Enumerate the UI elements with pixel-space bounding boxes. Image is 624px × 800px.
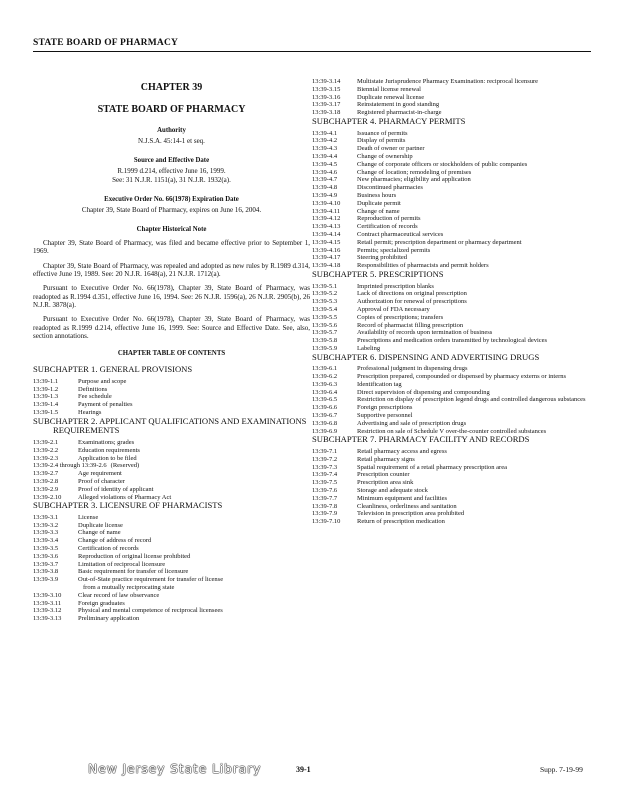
- subchapter-block: [312, 270, 592, 353]
- section-number: 13:39-3.12: [33, 607, 62, 615]
- toc-entry[interactable]: [312, 464, 592, 472]
- section-number: 13:39-6.6: [312, 404, 338, 412]
- section-number: 13:39-3.13: [33, 615, 62, 623]
- section-number: 13:39-3.8: [33, 568, 59, 576]
- section-number: 13:39-1.3: [33, 393, 59, 401]
- right-subchapters: [312, 78, 592, 526]
- section-number: 13:39-4.18: [312, 262, 341, 270]
- history-paragraph: Pursuant to Executive Order No. 66(1978), Chapter 39, State Board of Pharmacy, was readopted as R.1994 d.351, effective June 16, 1994. See: 26 N.J.R. 1596(a), 26 N.J.R. 2905(b), 26 N.J.R. 3878(a).: [33, 284, 310, 309]
- toc-entry[interactable]: [33, 545, 310, 553]
- section-number: 13:39-6.3: [312, 380, 338, 388]
- section-title: Education requirements: [78, 446, 140, 454]
- section-title: Certification of records: [78, 545, 139, 553]
- section-title: Payment of penalties: [78, 401, 133, 409]
- section-title: Retail pharmacy signs: [357, 455, 415, 463]
- section-number: 13:39-2.3: [33, 454, 59, 462]
- section-number: 13:39-3.9: [33, 576, 59, 584]
- chapter-title: STATE BOARD OF PHARMACY: [97, 104, 246, 115]
- section-number: 13:39-4.5: [312, 160, 338, 168]
- toc-entry[interactable]: [312, 208, 592, 216]
- section-title: Contract pharmaceutical services: [357, 230, 444, 238]
- source-line-2: See: 31 N.J.R. 1151(a), 31 N.J.R. 1932(a).: [112, 175, 231, 184]
- section-title: Proof of character: [78, 477, 125, 485]
- left-column: [33, 78, 310, 623]
- toc-entry[interactable]: [312, 223, 592, 231]
- toc-entry[interactable]: [33, 592, 310, 600]
- subchapter-heading: SUBCHAPTER 1. GENERAL PROVISIONS: [33, 364, 193, 375]
- section-number: 13:39-7.8: [312, 502, 338, 510]
- section-number: 13:39-6.5: [312, 396, 338, 404]
- section-number: 13:39-3.11: [33, 599, 62, 607]
- toc-entry[interactable]: [312, 94, 592, 102]
- toc-entry[interactable]: [312, 487, 592, 495]
- toc-entry[interactable]: [312, 290, 592, 298]
- supplement-date: Supp. 7-19-99: [540, 765, 583, 774]
- section-title: Prescription area sink: [357, 479, 414, 487]
- toc-entry[interactable]: [312, 86, 592, 94]
- toc-entry[interactable]: [312, 215, 592, 223]
- section-number: 13:39-3.7: [33, 560, 59, 568]
- toc-entry[interactable]: [33, 393, 310, 401]
- subchapter-block: [312, 353, 592, 436]
- toc-entry[interactable]: [312, 283, 592, 291]
- source-line-1: R.1999 d.214, effective June 16, 1999.: [117, 167, 226, 176]
- subchapter-block: [312, 78, 592, 117]
- executive-order-heading: Executive Order No. 66(1978) Expiration Date: [104, 195, 239, 203]
- toc-entry[interactable]: [312, 510, 592, 518]
- section-title: Storage and adequate stock: [357, 487, 428, 495]
- section-title: Clear record of law observance: [78, 591, 160, 599]
- toc-entry[interactable]: [312, 373, 592, 381]
- section-number: 13:39-3.15: [312, 85, 341, 93]
- toc-entry[interactable]: [33, 447, 310, 455]
- toc-entry[interactable]: [312, 503, 592, 511]
- authority-heading: Authority: [157, 127, 186, 134]
- toc-entry[interactable]: [33, 522, 310, 530]
- section-number: 13:39-4.12: [312, 215, 341, 223]
- library-watermark: New Jersey State Library: [88, 761, 262, 776]
- section-title: Application to be filed: [78, 454, 137, 462]
- toc-entry[interactable]: [33, 553, 310, 561]
- toc-entry[interactable]: [312, 456, 592, 464]
- toc-entry[interactable]: [312, 389, 592, 397]
- section-number: 13:39-1.5: [33, 408, 59, 416]
- toc-entry[interactable]: [33, 462, 310, 470]
- section-title: Fee schedule: [78, 393, 112, 401]
- section-title: Proof of identity of applicant: [78, 485, 154, 493]
- history-paragraph: Chapter 39, State Board of Pharmacy, was repealed and adopted as new rules by R.1989 d.314, effective June 19, 1989. See: 20 N.J.R. 1648(a), 21 N.J.R. 1712(a).: [33, 261, 310, 279]
- toc-entry[interactable]: [312, 254, 592, 262]
- history-paragraph: Chapter 39, State Board of Pharmacy, was filed and became effective prior to September 1, 1969.: [33, 239, 310, 256]
- section-number: 13:39-3.17: [312, 101, 341, 109]
- section-number: 13:39-5.4: [312, 305, 338, 313]
- left-subchapters: [33, 365, 310, 623]
- toc-entry[interactable]: [312, 176, 592, 184]
- toc-entry[interactable]: [33, 607, 310, 615]
- toc-entry[interactable]: [33, 537, 310, 545]
- section-number: 13:39-2.7: [33, 470, 59, 478]
- section-title: License: [78, 513, 99, 521]
- section-title: Availability of records upon termination of business: [357, 329, 493, 337]
- section-number: 13:39-5.9: [312, 344, 338, 352]
- section-title: New pharmacies; eligibility and application: [357, 176, 471, 184]
- section-number: 13:39-3.6: [33, 552, 59, 560]
- toc-entry[interactable]: [312, 314, 592, 322]
- section-title: Imprinted prescription blanks: [357, 282, 434, 290]
- section-title: Prescriptions and medication orders transmitted by technological devices: [357, 337, 548, 345]
- toc-entry[interactable]: [33, 455, 310, 463]
- section-title: Minimum equipment and facilities: [357, 494, 448, 502]
- section-title: Change of corporate officers or stockholders of public companies: [357, 160, 528, 168]
- section-title: Biennial license renewal: [357, 85, 421, 93]
- toc-entry[interactable]: [312, 337, 592, 345]
- section-number: 13:39-4.17: [312, 254, 341, 262]
- history-notes: [33, 239, 310, 340]
- section-title: Basic requirement for transfer of licensure: [78, 568, 189, 576]
- section-number: 13:39-7.1: [312, 448, 338, 456]
- chapter-number: CHAPTER 39: [140, 82, 203, 93]
- section-number: 13:39-3.2: [33, 521, 59, 529]
- section-number: 13:39-1.2: [33, 385, 59, 393]
- section-number: 13:39-6.9: [312, 427, 338, 435]
- executive-order-text: Chapter 39, State Board of Pharmacy, expires on June 16, 2004.: [81, 205, 262, 214]
- section-title: Identification tag: [357, 380, 402, 388]
- subchapter-block: [33, 365, 310, 417]
- section-title: Definitions: [78, 385, 108, 393]
- section-title: Reproduction of permits: [357, 215, 421, 223]
- section-number: 13:39-2.4 through 13:39-2.6: [33, 462, 107, 470]
- toc-entry[interactable]: [312, 420, 592, 428]
- running-header: STATE BOARD OF PHARMACY: [33, 38, 179, 48]
- toc-entry[interactable]: [312, 396, 592, 404]
- toc-entry[interactable]: [312, 381, 592, 389]
- toc-entry[interactable]: [33, 600, 310, 608]
- toc-entry[interactable]: [33, 529, 310, 537]
- section-title: Examinations; grades: [78, 438, 135, 446]
- toc-entry[interactable]: [312, 101, 592, 109]
- section-title: Business hours: [357, 191, 397, 199]
- section-number: 13:39-5.6: [312, 321, 338, 329]
- section-number: 13:39-6.4: [312, 388, 338, 396]
- section-title: Physical and mental competence of reciprocal licensees: [78, 607, 223, 615]
- section-number: 13:39-3.10: [33, 591, 62, 599]
- section-title: Return of prescription medication: [357, 518, 445, 526]
- section-title: Purpose and scope: [78, 377, 127, 385]
- section-number: 13:39-4.4: [312, 152, 338, 160]
- toc-entry[interactable]: [312, 412, 592, 420]
- subchapter-block: [312, 117, 592, 270]
- toc-entry[interactable]: [312, 329, 592, 337]
- section-title: Responsibilities of pharmacists and permit holders: [357, 262, 489, 270]
- toc-entry[interactable]: [312, 161, 592, 169]
- section-number: 13:39-5.1: [312, 282, 338, 290]
- section-number: 13:39-4.13: [312, 223, 341, 231]
- section-number: 13:39-4.11: [312, 207, 341, 215]
- section-number: 13:39-5.7: [312, 329, 338, 337]
- section-title: Steering prohibited: [357, 254, 408, 262]
- subchapter-heading: SUBCHAPTER 6. DISPENSING AND ADVERTISING DRUGS: [312, 351, 540, 362]
- section-title: Retail pharmacy access and egress: [357, 448, 447, 456]
- subchapter-heading: SUBCHAPTER 7. PHARMACY FACILITY AND RECORDS: [312, 434, 530, 445]
- section-number: 13:39-3.18: [312, 109, 341, 117]
- section-title: Prescription prepared, compounded or dispensed by pharmacy externs or interns: [357, 373, 567, 381]
- section-number: 13:39-7.4: [312, 471, 338, 479]
- section-number: 13:39-2.1: [33, 438, 59, 446]
- section-title: (Reserved): [110, 462, 140, 470]
- section-number: 13:39-3.14: [312, 78, 341, 85]
- section-title: Television in prescription area prohibited: [357, 510, 465, 518]
- toc-entry[interactable]: [33, 514, 310, 522]
- section-title: Record of pharmacist filling prescription: [357, 321, 464, 329]
- section-number: 13:39-6.2: [312, 373, 338, 381]
- section-title: Permits; specialized permits: [357, 246, 431, 254]
- section-number: 13:39-3.1: [33, 513, 59, 521]
- section-number: 13:39-4.14: [312, 230, 341, 238]
- toc-entry[interactable]: [312, 153, 592, 161]
- section-number: 13:39-4.15: [312, 238, 341, 246]
- right-column: [312, 78, 592, 526]
- source-heading: Source and Effective Date: [133, 157, 210, 165]
- subchapter-heading: SUBCHAPTER 2. APPLICANT QUALIFICATIONS AND EXAMINATIONS REQUIREMENTS: [33, 415, 307, 436]
- section-number: 13:39-3.4: [33, 537, 59, 545]
- toc-entry[interactable]: [312, 239, 592, 247]
- section-number: 13:39-7.9: [312, 510, 338, 518]
- section-number: 13:39-1.1: [33, 377, 59, 385]
- section-number: 13:39-4.10: [312, 199, 341, 207]
- history-paragraph: Pursuant to Executive Order No. 66(1978), Chapter 39, State Board of Pharmacy, was readopted as R.1999 d.214, effective June 16, 1999. See: Source and Effective Date. See, also, section annotations.: [33, 315, 310, 340]
- section-title: Display of permits: [357, 137, 406, 145]
- section-title: Hearings: [78, 408, 102, 416]
- section-number: 13:39-4.9: [312, 191, 338, 199]
- section-title: Limitation of reciprocal licensure: [78, 560, 166, 568]
- toc-entry[interactable]: [312, 145, 592, 153]
- toc-entry[interactable]: [312, 471, 592, 479]
- section-title: Direct supervision of dispensing and compounding: [357, 388, 490, 396]
- section-title-continued: from a mutually reciprocating state: [83, 584, 175, 592]
- section-number: 13:39-5.2: [312, 290, 338, 298]
- section-title: Restriction on sale of Schedule V over-the-counter controlled substances: [357, 427, 547, 435]
- section-title: Reinstatement in good standing: [357, 101, 440, 109]
- section-number: 13:39-4.1: [312, 129, 338, 137]
- section-title: Change of address of record: [78, 537, 152, 545]
- section-title: Death of owner or partner: [357, 145, 425, 153]
- toc-entry[interactable]: [312, 298, 592, 306]
- toc-entry[interactable]: [312, 130, 592, 138]
- section-title: Out-of-State practice requirement for transfer of license: [78, 576, 224, 584]
- section-title: Foreign graduates: [78, 599, 125, 607]
- section-title: Retail permit; prescription department or pharmacy department: [357, 238, 522, 246]
- section-number: 13:39-2.9: [33, 485, 59, 493]
- toc-entry[interactable]: [33, 561, 310, 569]
- section-number: 13:39-7.5: [312, 479, 338, 487]
- toc-entry[interactable]: [312, 306, 592, 314]
- section-number: 13:39-2.2: [33, 446, 59, 454]
- toc-entry[interactable]: [312, 322, 592, 330]
- section-title: Duplicate renewal license: [357, 93, 425, 101]
- section-number: 13:39-3.3: [33, 529, 59, 537]
- section-title: Restriction on display of prescription legend drugs and controlled dangerous substances: [357, 396, 586, 404]
- subchapter-block: [33, 501, 310, 623]
- section-number: 13:39-5.3: [312, 298, 338, 306]
- section-title: Preliminary application: [78, 615, 140, 623]
- section-title: Spatial requirement of a retail pharmacy prescription area: [357, 463, 507, 471]
- section-title: Reproduction of original license prohibited: [78, 552, 191, 560]
- page-number: 39-1: [296, 765, 311, 774]
- section-number: 13:39-1.4: [33, 401, 59, 409]
- section-title: Labeling: [357, 344, 381, 352]
- section-title: Supportive personnel: [357, 412, 413, 420]
- toc-title: CHAPTER TABLE OF CONTENTS: [117, 350, 226, 358]
- section-title: Change of name: [357, 207, 400, 215]
- toc-entry[interactable]: [312, 448, 592, 456]
- toc-entry[interactable]: [33, 470, 310, 478]
- toc-entry[interactable]: [33, 576, 310, 584]
- section-number: 13:39-4.8: [312, 184, 338, 192]
- toc-entry[interactable]: [33, 615, 310, 623]
- section-title: Advertising and sale of prescription drugs: [357, 419, 467, 427]
- authority-text: N.J.S.A. 45:14-1 et seq.: [138, 137, 205, 145]
- section-title: Issuance of permits: [357, 129, 408, 137]
- section-number: 13:39-3.16: [312, 93, 341, 101]
- section-number: 13:39-7.10: [312, 518, 341, 526]
- section-title: Foreign prescriptions: [357, 404, 413, 412]
- toc-entry[interactable]: [312, 137, 592, 145]
- section-number: 13:39-4.16: [312, 246, 341, 254]
- subchapter-block: [312, 435, 592, 526]
- section-title: Duplicate license: [78, 521, 123, 529]
- section-number: 13:39-4.7: [312, 176, 338, 184]
- subchapter-block: [33, 417, 310, 502]
- toc-entry[interactable]: [33, 439, 310, 447]
- toc-entry[interactable]: [312, 404, 592, 412]
- toc-entry[interactable]: [33, 401, 310, 409]
- section-title: Change of ownership: [357, 152, 413, 160]
- section-number: 13:39-6.8: [312, 419, 338, 427]
- section-number: 13:39-7.2: [312, 455, 338, 463]
- section-number: 13:39-5.8: [312, 337, 338, 345]
- toc-entry[interactable]: [312, 78, 592, 86]
- section-number: 13:39-7.7: [312, 494, 338, 502]
- toc-entry[interactable]: [312, 479, 592, 487]
- subchapter-heading: SUBCHAPTER 4. PHARMACY PERMITS: [312, 115, 466, 126]
- section-title: Alleged violations of Pharmacy Act: [78, 493, 172, 501]
- toc-entry[interactable]: [312, 231, 592, 239]
- toc-entry[interactable]: [312, 518, 592, 526]
- section-title: Discontinued pharmacies: [357, 184, 423, 192]
- section-number: 13:39-5.5: [312, 313, 338, 321]
- section-title: Multistate Jurisprudence Pharmacy Examination: reciprocal licensure: [357, 78, 539, 85]
- section-number: 13:39-6.1: [312, 365, 338, 373]
- section-number: 13:39-2.8: [33, 477, 59, 485]
- section-title: Duplicate permit: [357, 199, 401, 207]
- section-number: 13:39-6.7: [312, 412, 338, 420]
- section-number: 13:39-7.6: [312, 487, 338, 495]
- toc-entry[interactable]: [312, 200, 592, 208]
- section-title: Prescription counter: [357, 471, 410, 479]
- toc-entry[interactable]: [312, 192, 592, 200]
- toc-entry[interactable]: [33, 478, 310, 486]
- toc-entry[interactable]: [312, 184, 592, 192]
- section-title: Age requirement: [78, 470, 122, 478]
- section-title: Approval of FDA necessary: [357, 305, 430, 313]
- section-title: Copies of prescriptions; transfers: [357, 313, 444, 321]
- toc-entry[interactable]: [33, 386, 310, 394]
- toc-entry[interactable]: [33, 568, 310, 576]
- section-number: 13:39-3.5: [33, 545, 59, 553]
- subchapter-heading: SUBCHAPTER 3. LICENSURE OF PHARMACISTS: [33, 500, 223, 511]
- subchapter-heading: SUBCHAPTER 5. PRESCRIPTIONS: [312, 268, 444, 279]
- section-number: 13:39-4.6: [312, 168, 338, 176]
- toc-entry[interactable]: [312, 247, 592, 255]
- section-number: 13:39-4.3: [312, 145, 338, 153]
- toc-entry[interactable]: [312, 365, 592, 373]
- section-number: 13:39-7.3: [312, 463, 338, 471]
- section-title: Certification of records: [357, 223, 418, 231]
- section-title: Registered pharmacist-in-charge: [357, 109, 442, 117]
- toc-entry[interactable]: [33, 378, 310, 386]
- header-rule: [33, 51, 591, 52]
- section-title: Professional judgment in dispensing drugs: [357, 365, 468, 373]
- section-title: Change of name: [78, 529, 121, 537]
- toc-entry[interactable]: [312, 169, 592, 177]
- section-number: 13:39-2.10: [33, 493, 62, 501]
- section-number: 13:39-4.2: [312, 137, 338, 145]
- section-title: Lack of directions on original prescription: [357, 290, 467, 298]
- section-title: Change of location; remodeling of premises: [357, 168, 472, 176]
- toc-entry[interactable]: [312, 495, 592, 503]
- section-title: Authorization for renewal of prescriptions: [357, 298, 467, 306]
- toc-entry[interactable]: [33, 486, 310, 494]
- history-heading: Chapter Historical Note: [136, 226, 207, 234]
- section-title: Cleanliness, orderliness and sanitation: [357, 502, 457, 510]
